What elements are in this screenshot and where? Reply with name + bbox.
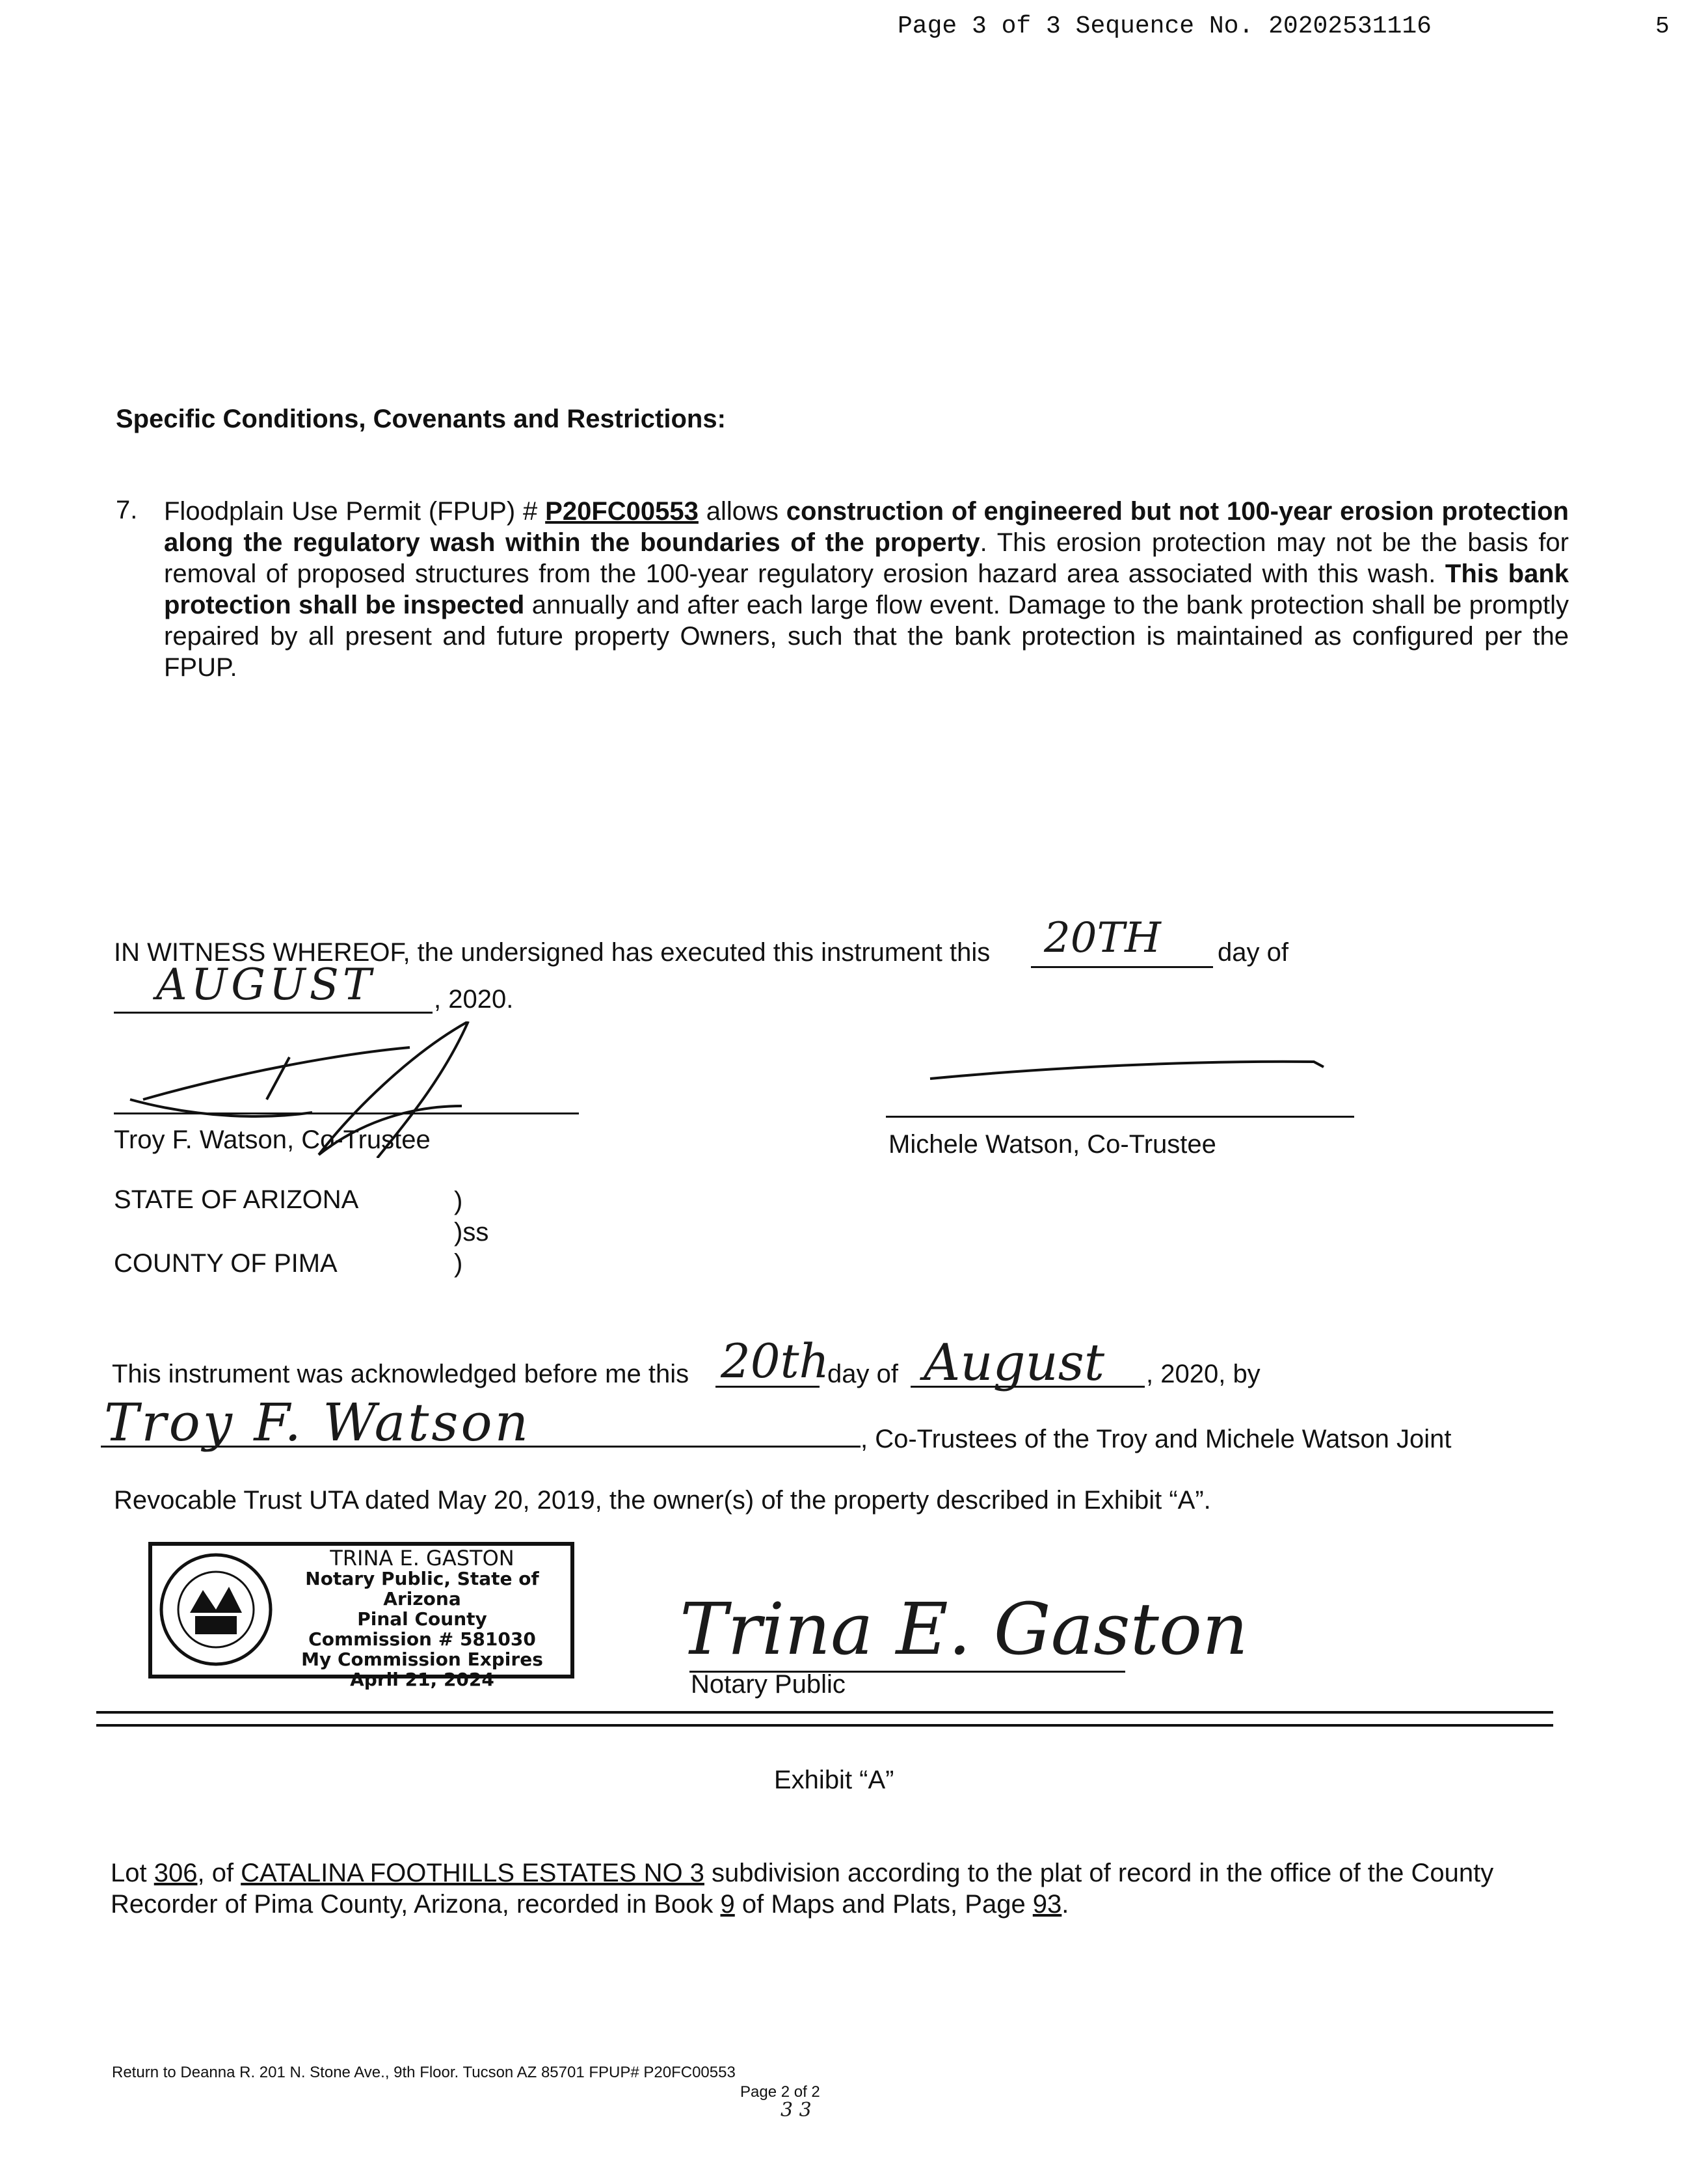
signer1-name: Troy F. Watson, Co-Trustee <box>114 1126 431 1154</box>
venue-ss: )ss <box>454 1218 489 1247</box>
ack-prefix: This instrument was acknowledged before me this <box>112 1360 689 1388</box>
conditions-heading: Specific Conditions, Covenants and Restrictions: <box>116 405 726 433</box>
condition-text-c: . This erosion protection may not be the basis for removal of proposed structures from the 100-year regulatory erosion hazard area associated with this wash. <box>164 528 1569 588</box>
page-sequence-header: Page 3 of 3 Sequence No. 20202531116 <box>898 12 1432 40</box>
witness-day-of: day of <box>1218 938 1288 967</box>
witness-day-handwritten: 20TH <box>1044 914 1161 962</box>
notary-stamp-title: Notary Public, State of Arizona <box>305 1568 539 1610</box>
exhibit-text-b: of Maps and Plats, Page <box>734 1890 1033 1919</box>
notary-stamp-text <box>273 1548 572 1690</box>
witness-month-line <box>114 1012 433 1014</box>
condition-bold-2: This bank protection shall be inspected <box>164 559 1569 619</box>
michele-watson-signature <box>924 1047 1327 1086</box>
notary-stamp-expires-label: My Commission Expires <box>301 1649 543 1670</box>
exhibit-subdivision: CATALINA FOOTHILLS ESTATES NO 3 <box>241 1859 704 1887</box>
notary-stamp-expires-date: April 21, 2024 <box>350 1669 494 1690</box>
ack-year-by: , 2020, by <box>1146 1360 1261 1388</box>
condition-text-d: annually and after each large flow event. Damage to the bank protection shall be promptly repaired by all present and future property Owners, such that the bank protection is maintained as configured per the FPUP. <box>164 591 1569 682</box>
signer2-line <box>886 1116 1354 1118</box>
permit-number: P20FC00553 <box>545 497 699 526</box>
ack-day-of: day of <box>827 1360 898 1388</box>
witness-year: , 2020. <box>434 985 514 1014</box>
item-number: 7. <box>116 496 138 524</box>
corner-mark: 5 <box>1655 13 1670 40</box>
notary-stamp-name: TRINA E. GASTON <box>330 1546 514 1571</box>
signer2-name: Michele Watson, Co-Trustee <box>888 1130 1216 1159</box>
notary-signature: Trina E. Gaston <box>680 1587 1248 1671</box>
exhibit-title: Exhibit “A” <box>774 1766 894 1794</box>
notary-stamp-commission: Commission # 581030 <box>308 1628 536 1650</box>
exhibit-of: , of <box>197 1859 241 1887</box>
exhibit-book: 9 <box>720 1890 735 1919</box>
exhibit-text-c: . <box>1061 1890 1069 1919</box>
exhibit-page: 93 <box>1032 1890 1062 1919</box>
notary-public-label: Notary Public <box>691 1670 846 1699</box>
ack-month-handwritten: August <box>924 1334 1105 1392</box>
divider-bottom <box>96 1724 1553 1727</box>
ack-trust-text: , Co-Trustees of the Troy and Michele Watson Joint <box>861 1425 1452 1453</box>
footer-page-line: Page 2 of 2 <box>740 2083 820 2101</box>
exhibit-lot-number: 306 <box>154 1859 198 1887</box>
witness-day-line <box>1031 966 1213 968</box>
footer-return-line: Return to Deanna R. 201 N. Stone Ave., 9th Floor. Tucson AZ 85701 FPUP# P20FC00553 <box>112 2064 736 2081</box>
ack-day-handwritten: 20th <box>721 1334 829 1388</box>
state-seal-icon <box>157 1551 274 1668</box>
venue-state: STATE OF ARIZONA <box>114 1185 359 1214</box>
exhibit-legal-description <box>111 1857 1568 1920</box>
signer1-line <box>114 1112 579 1114</box>
exhibit-lot-label: Lot <box>111 1859 154 1887</box>
condition-paragraph <box>164 496 1569 683</box>
divider-top <box>96 1711 1553 1714</box>
condition-text-a: Floodplain Use Permit (FPUP) # <box>164 497 546 526</box>
venue-county: COUNTY OF PIMA <box>114 1249 338 1278</box>
venue-paren-2: ) <box>454 1249 463 1278</box>
ack-trust-line-3: Revocable Trust UTA dated May 20, 2019, the owner(s) of the property described in Exhibit “A”. <box>114 1486 1211 1515</box>
ack-name-handwritten: Troy F. Watson <box>104 1392 531 1453</box>
venue-paren-1: ) <box>454 1187 463 1215</box>
footer-hand-pages: 3 3 <box>781 2099 812 2122</box>
notary-stamp-county: Pinal County <box>357 1608 487 1630</box>
condition-text-b: allows <box>698 497 786 526</box>
exhibit-text-a: subdivision according to the plat of record in the office of the County Recorder of Pima County, Arizona, recorded in Book <box>111 1859 1494 1919</box>
notary-stamp <box>148 1542 574 1690</box>
witness-month-handwritten: AUGUST <box>156 960 375 1010</box>
condition-bold-1: construction of engineered but not 100-year erosion protection along the regulatory wash within the boundaries of the property <box>164 497 1569 557</box>
witness-prefix: IN WITNESS WHEREOF, the undersigned has executed this instrument this <box>114 938 991 967</box>
